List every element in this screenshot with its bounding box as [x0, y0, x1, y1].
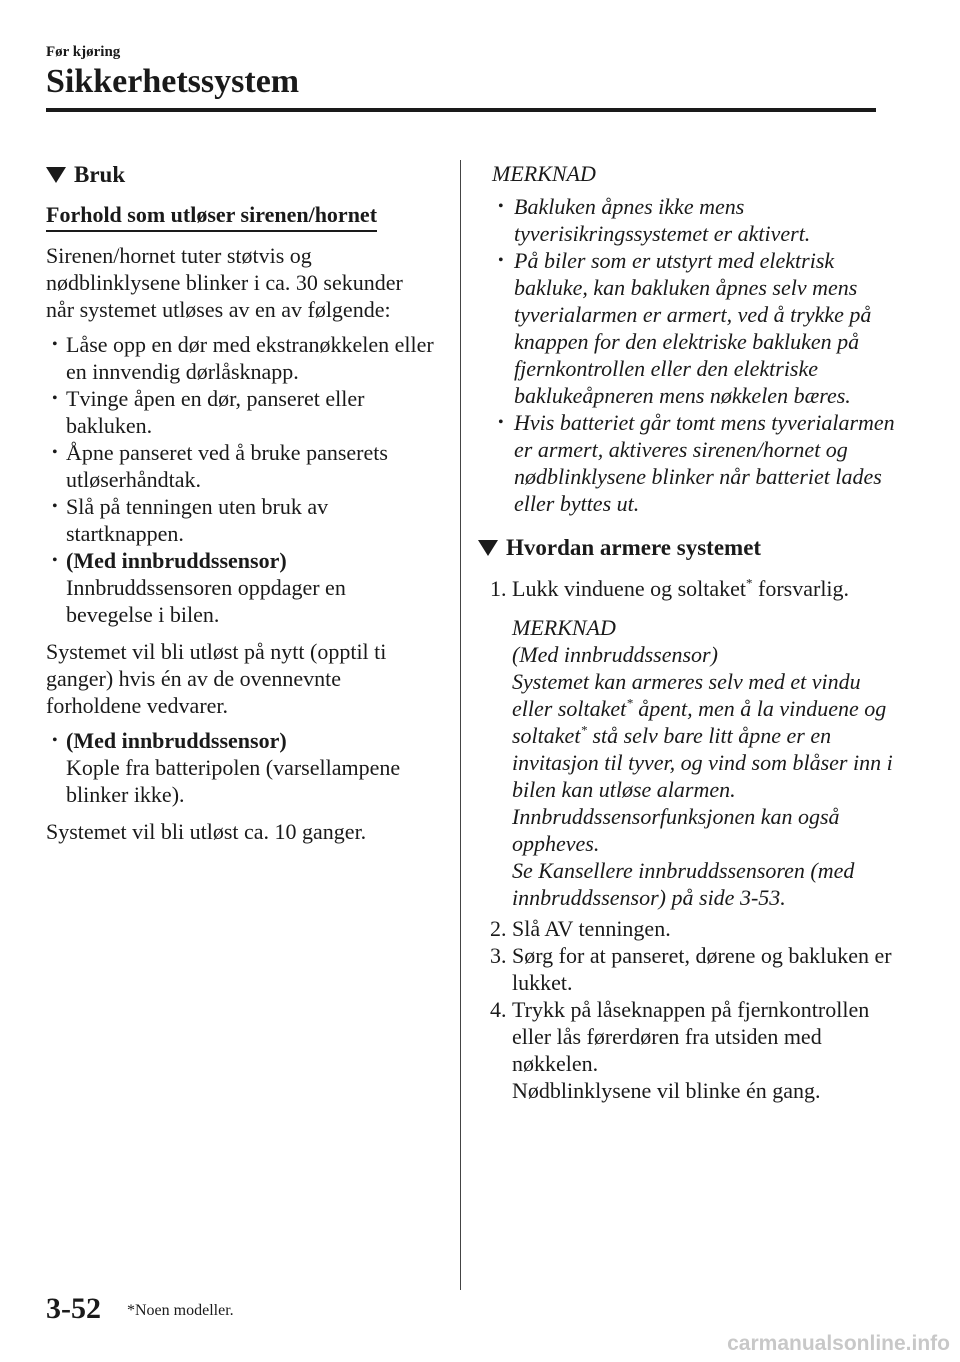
bullet-icon: • — [52, 732, 58, 749]
triangle-marker-icon — [46, 167, 66, 183]
step-note-cancel: Innbruddssensorfunksjonen kan også oppheves. — [512, 804, 840, 856]
footnote: *Noen modeller. — [127, 1302, 234, 1319]
watermark: carmanualsonline.info — [727, 1332, 950, 1355]
step-item — [478, 575, 898, 911]
bullet-icon: • — [52, 390, 58, 407]
step-text: Trykk på låseknappen på fjernkontrollen eller lås førerdøren fra utsiden med nøkkelen. — [512, 997, 870, 1076]
list-item-bold: (Med innbruddssensor) — [66, 548, 287, 573]
step-note-part: stå selv bare litt åpne er en invitasjon til tyver, og vind som blåser inn i bilen kan utløse alarmen. — [512, 723, 893, 802]
heading-text: Hvordan armere systemet — [506, 535, 762, 560]
bullet-icon: • — [52, 552, 58, 569]
step-item — [478, 942, 898, 996]
step-number: 1. — [490, 576, 507, 601]
header-rule — [46, 108, 876, 112]
footnote-star: * — [580, 722, 587, 738]
list-item — [46, 331, 436, 385]
note-block — [478, 160, 898, 517]
step-text: Slå AV tenningen. — [512, 916, 671, 941]
step-note-title: MERKNAD — [512, 615, 616, 640]
note-text: Hvis batteriet går tomt mens tyverialarmen er armert, aktiveres sirenen/hornet og nødblinklysene blinker når batteriet lades eller byttes ut. — [514, 410, 895, 516]
bullet-icon: • — [498, 252, 504, 269]
list-item-text: Låse opp en dør med ekstranøkkelen eller en innvendig dørlåsknapp. — [66, 332, 434, 384]
list-item — [46, 439, 436, 493]
note-item — [492, 247, 898, 409]
bullet-icon: • — [52, 444, 58, 461]
step-number: 3. — [490, 943, 507, 968]
step-note-text — [512, 668, 898, 803]
note-text: Bakluken åpnes ikke mens tyverisikringssystemet er aktivert. — [514, 194, 811, 246]
note-list — [492, 193, 898, 517]
step-note-part: åpent, men å la vinduene og soltaket — [512, 696, 887, 748]
steps-list — [478, 575, 898, 1104]
step-number: 2. — [490, 916, 507, 941]
note-item — [492, 409, 898, 517]
note-title: MERKNAD — [492, 161, 596, 186]
triangle-marker-icon — [478, 540, 498, 556]
step-note — [512, 614, 898, 911]
paragraph-repeat: Systemet vil bli utløst på nytt (opptil ti ganger) hvis én av de ovennevnte forholdene vedvarer. — [46, 639, 387, 718]
bullet-icon: • — [52, 498, 58, 515]
right-column — [478, 160, 898, 1104]
list-item-text: Slå på tenningen uten bruk av startknappen. — [66, 494, 329, 546]
section-label: Før kjøring — [46, 44, 121, 60]
step-item — [478, 996, 898, 1104]
paragraph-count: Systemet vil bli utløst ca. 10 ganger. — [46, 819, 367, 844]
heading-text: Bruk — [74, 162, 126, 187]
footnote-star: * — [626, 695, 633, 711]
step-number: 4. — [490, 997, 507, 1022]
step-note-part: Systemet kan armeres selv med et vindu eller soltaket — [512, 669, 861, 721]
section-heading-armere — [478, 533, 898, 563]
footnote-star: * — [746, 575, 753, 591]
step-text: Lukk vinduene og soltaket — [512, 576, 747, 601]
bullet-icon: • — [498, 198, 504, 215]
list-item-text: Åpne panseret ved å bruke panserets utløserhåndtak. — [66, 440, 388, 492]
page-number: 3-52 — [46, 1292, 101, 1325]
list-item — [46, 727, 436, 808]
trigger-list — [46, 331, 436, 628]
subheading: Forhold som utløser sirenen/hornet — [46, 202, 377, 232]
step-note-reference: Se Kansellere innbruddssensoren (med innbruddssensor) på side 3-53. — [512, 858, 855, 910]
list-item — [46, 385, 436, 439]
step-text-extra: Nødblinklysene vil blinke én gang. — [512, 1078, 821, 1103]
list-item-text: Tvinge åpen en dør, panseret eller bakluken. — [66, 386, 365, 438]
step-note-subtitle: (Med innbruddssensor) — [512, 642, 718, 667]
list-item — [46, 493, 436, 547]
step-text-after: forsvarlig. — [752, 576, 850, 601]
list-item-text: Kople fra batteripolen (varsellampene blinker ikke). — [66, 755, 401, 807]
note-item — [492, 193, 898, 247]
note-text: På biler som er utstyrt med elektrisk bakluke, kan bakluken åpnes selv mens tyverialarmen er armert, ved å trykke på knappen for den elektriske bakluken på fjernkontrollen eller den elektriske baklukeåpneren mens nøkkelen bæres. — [514, 248, 872, 408]
bullet-icon: • — [52, 336, 58, 353]
section-heading-bruk — [46, 160, 436, 190]
list-item — [46, 547, 436, 628]
column-divider — [460, 160, 461, 1290]
battery-list — [46, 727, 436, 808]
left-column — [46, 160, 436, 845]
intro-paragraph: Sirenen/hornet tuter støtvis og nødblinklysene blinker i ca. 30 sekunder når systemet utløses av en av følgende: — [46, 243, 403, 322]
list-item-bold: (Med innbruddssensor) — [66, 728, 287, 753]
step-text: Sørg for at panseret, dørene og bakluken er lukket. — [512, 943, 892, 995]
bullet-icon: • — [498, 414, 504, 431]
list-item-text: Innbruddssensoren oppdager en bevegelse i bilen. — [66, 575, 346, 627]
page-title: Sikkerhetssystem — [46, 63, 300, 100]
step-item — [478, 915, 898, 942]
